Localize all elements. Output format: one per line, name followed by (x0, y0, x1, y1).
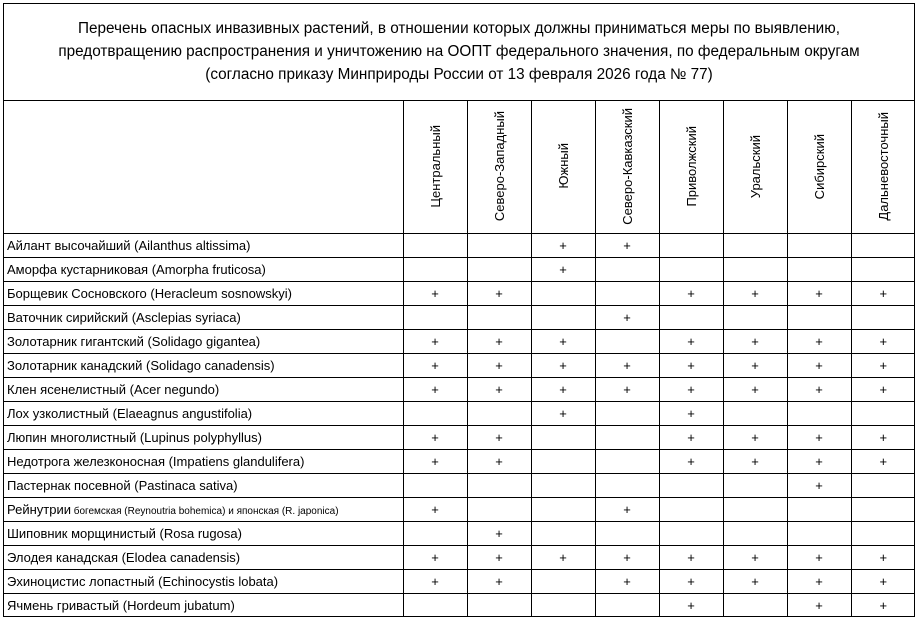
presence-mark-cell (531, 497, 595, 521)
presence-mark-cell: + (723, 329, 787, 353)
presence-mark-cell (531, 281, 595, 305)
presence-mark-cell (851, 233, 915, 257)
presence-mark-cell: + (403, 281, 467, 305)
presence-mark-cell: + (787, 353, 851, 377)
plant-name-cell: Элодея канадская (Elodea canadensis) (3, 545, 403, 569)
presence-mark-cell: + (851, 593, 915, 617)
plant-name-detail: богемская (Reynoutria bohemica) и японская (R. japonica) (70, 505, 339, 517)
presence-mark-cell: + (595, 569, 659, 593)
table-row (3, 569, 915, 593)
plant-name-cell: Пастернак посевной (Pastinaca sativa) (3, 473, 403, 497)
presence-mark-cell: + (851, 353, 915, 377)
presence-mark-cell: + (723, 353, 787, 377)
presence-mark-cell: + (787, 425, 851, 449)
presence-mark-cell: + (403, 545, 467, 569)
presence-mark-cell: + (403, 497, 467, 521)
plant-name-cell: Недотрога железконосная (Impatiens glandulifera) (3, 449, 403, 473)
presence-mark-cell: + (659, 401, 723, 425)
presence-mark-cell: + (851, 377, 915, 401)
presence-mark-cell: + (723, 281, 787, 305)
presence-mark-cell: + (531, 353, 595, 377)
presence-mark-cell: + (467, 569, 531, 593)
presence-mark-cell (531, 473, 595, 497)
presence-mark-cell: + (467, 377, 531, 401)
table-row (3, 329, 915, 353)
presence-mark-cell (467, 497, 531, 521)
column-header (851, 100, 915, 233)
plant-name-cell: Клен ясенелистный (Acer negundo) (3, 377, 403, 401)
presence-mark-cell (595, 473, 659, 497)
presence-mark-cell (723, 305, 787, 329)
presence-mark-cell (403, 521, 467, 545)
column-header (595, 100, 659, 233)
table-row (3, 257, 915, 281)
header-row (3, 100, 915, 233)
presence-mark-cell (595, 281, 659, 305)
presence-mark-cell (723, 473, 787, 497)
presence-mark-cell (531, 593, 595, 617)
presence-mark-cell: + (723, 545, 787, 569)
presence-mark-cell (723, 401, 787, 425)
presence-mark-cell: + (467, 425, 531, 449)
presence-mark-cell: + (403, 449, 467, 473)
presence-mark-cell: + (531, 257, 595, 281)
presence-mark-cell: + (659, 329, 723, 353)
region-label: Сибирский (811, 133, 827, 199)
presence-mark-cell (787, 257, 851, 281)
presence-mark-cell (467, 305, 531, 329)
presence-mark-cell (787, 497, 851, 521)
presence-mark-cell (787, 305, 851, 329)
presence-mark-cell (531, 449, 595, 473)
presence-mark-cell: + (467, 353, 531, 377)
table-row (3, 449, 915, 473)
plant-name-cell: Эхиноцистис лопастный (Echinocystis lobata) (3, 569, 403, 593)
presence-mark-cell (659, 305, 723, 329)
presence-mark-cell (595, 593, 659, 617)
column-header (403, 100, 467, 233)
presence-mark-cell (403, 305, 467, 329)
region-label: Южный (555, 143, 571, 190)
region-label: Дальневосточный (875, 111, 891, 221)
presence-mark-cell (659, 257, 723, 281)
table-row (3, 545, 915, 569)
presence-mark-cell (403, 257, 467, 281)
table-row (3, 305, 915, 329)
presence-mark-cell: + (531, 233, 595, 257)
region-label: Уральский (747, 134, 763, 198)
presence-mark-cell (787, 233, 851, 257)
presence-mark-cell (467, 401, 531, 425)
presence-mark-cell: + (659, 449, 723, 473)
presence-mark-cell (659, 521, 723, 545)
presence-mark-cell: + (851, 449, 915, 473)
title-line-1: Перечень опасных инвазивных растений, в отношении которых должны приниматься меры по выявлению, (78, 20, 840, 37)
presence-mark-cell: + (403, 377, 467, 401)
presence-mark-cell (595, 257, 659, 281)
table-row (3, 353, 915, 377)
presence-mark-cell: + (595, 233, 659, 257)
plant-name-cell: Золотарник канадский (Solidago canadensis) (3, 353, 403, 377)
presence-mark-cell: + (851, 281, 915, 305)
presence-mark-cell: + (851, 329, 915, 353)
plant-name-cell: Айлант высочайший (Ailanthus altissima) (3, 233, 403, 257)
presence-mark-cell: + (595, 305, 659, 329)
presence-mark-cell: + (787, 473, 851, 497)
title-line-2: предотвращению распространения и уничтожению на ООПТ федерального значения, по федеральным округам (58, 43, 860, 60)
presence-mark-cell (467, 233, 531, 257)
presence-mark-cell (403, 473, 467, 497)
presence-mark-cell: + (595, 545, 659, 569)
presence-mark-cell: + (403, 353, 467, 377)
region-label: Центральный (427, 124, 443, 208)
presence-mark-cell: + (595, 353, 659, 377)
plant-name-cell: Люпин многолистный (Lupinus polyphyllus) (3, 425, 403, 449)
presence-mark-cell (595, 401, 659, 425)
table-row (3, 377, 915, 401)
presence-mark-cell: + (659, 281, 723, 305)
presence-mark-cell (851, 473, 915, 497)
table-row (3, 233, 915, 257)
region-label: Северо-Кавказский (619, 107, 635, 225)
presence-mark-cell (595, 425, 659, 449)
presence-mark-cell (467, 473, 531, 497)
table-row (3, 401, 915, 425)
plant-name-cell: Шиповник морщинистый (Rosa rugosa) (3, 521, 403, 545)
column-header (467, 100, 531, 233)
presence-mark-cell: + (659, 593, 723, 617)
presence-mark-cell (723, 497, 787, 521)
presence-mark-cell: + (787, 281, 851, 305)
presence-mark-cell: + (403, 425, 467, 449)
presence-mark-cell: + (851, 425, 915, 449)
presence-mark-cell: + (467, 545, 531, 569)
invasive-plants-table (3, 100, 915, 617)
header-corner-cell (3, 100, 403, 233)
presence-mark-cell (851, 521, 915, 545)
presence-mark-cell: + (723, 569, 787, 593)
presence-mark-cell: + (659, 377, 723, 401)
presence-mark-cell (787, 521, 851, 545)
presence-mark-cell: + (787, 329, 851, 353)
presence-mark-cell: + (787, 545, 851, 569)
title-line-3: (согласно приказу Минприроды России от 13 февраля 2026 года № 77) (205, 66, 713, 83)
presence-mark-cell: + (531, 401, 595, 425)
presence-mark-cell (403, 593, 467, 617)
presence-mark-cell (595, 521, 659, 545)
table-row (3, 473, 915, 497)
plant-name-cell: Золотарник гигантский (Solidago gigantea) (3, 329, 403, 353)
presence-mark-cell: + (403, 569, 467, 593)
plant-name-cell: Аморфа кустарниковая (Amorpha fruticosa) (3, 257, 403, 281)
plant-name-cell: Борщевик Сосновского (Heracleum sosnowskyi) (3, 281, 403, 305)
presence-mark-cell: + (723, 377, 787, 401)
presence-mark-cell: + (723, 449, 787, 473)
presence-mark-cell (403, 401, 467, 425)
presence-mark-cell: + (659, 545, 723, 569)
table-row (3, 425, 915, 449)
table-row (3, 281, 915, 305)
presence-mark-cell: + (659, 353, 723, 377)
presence-mark-cell: + (531, 329, 595, 353)
presence-mark-cell: + (787, 377, 851, 401)
presence-mark-cell: + (403, 329, 467, 353)
presence-mark-cell (723, 593, 787, 617)
presence-mark-cell (531, 521, 595, 545)
presence-mark-cell (595, 329, 659, 353)
presence-mark-cell (467, 593, 531, 617)
presence-mark-cell: + (851, 545, 915, 569)
presence-mark-cell: + (787, 569, 851, 593)
region-label: Северо-Западный (491, 111, 507, 222)
presence-mark-cell (531, 305, 595, 329)
presence-mark-cell: + (659, 569, 723, 593)
presence-mark-cell: + (467, 329, 531, 353)
presence-mark-cell: + (595, 497, 659, 521)
presence-mark-cell: + (787, 593, 851, 617)
presence-mark-cell (851, 401, 915, 425)
presence-mark-cell (659, 233, 723, 257)
plant-name-cell (3, 497, 403, 521)
column-header (723, 100, 787, 233)
presence-mark-cell: + (467, 281, 531, 305)
presence-mark-cell (723, 233, 787, 257)
presence-mark-cell: + (531, 545, 595, 569)
presence-mark-cell (787, 401, 851, 425)
table-row (3, 593, 915, 617)
presence-mark-cell (723, 257, 787, 281)
column-header (659, 100, 723, 233)
presence-mark-cell: + (659, 425, 723, 449)
presence-mark-cell: + (851, 569, 915, 593)
presence-mark-cell (723, 521, 787, 545)
presence-mark-cell: + (467, 449, 531, 473)
presence-mark-cell: + (595, 377, 659, 401)
presence-mark-cell (851, 497, 915, 521)
presence-mark-cell (851, 305, 915, 329)
presence-mark-cell: + (723, 425, 787, 449)
column-header (531, 100, 595, 233)
plant-name-main: Рейнутрии (7, 501, 71, 517)
column-header (787, 100, 851, 233)
plant-name-cell: Лох узколистный (Elaeagnus angustifolia) (3, 401, 403, 425)
plant-name-cell: Ячмень гривастый (Hordeum jubatum) (3, 593, 403, 617)
presence-mark-cell (659, 473, 723, 497)
presence-mark-cell (595, 449, 659, 473)
presence-mark-cell (851, 257, 915, 281)
presence-mark-cell (531, 569, 595, 593)
presence-mark-cell (403, 233, 467, 257)
presence-mark-cell (467, 257, 531, 281)
table-row (3, 521, 915, 545)
document-title (3, 3, 915, 101)
region-label: Приволжский (683, 125, 699, 207)
presence-mark-cell: + (531, 377, 595, 401)
presence-mark-cell: + (787, 449, 851, 473)
presence-mark-cell: + (467, 521, 531, 545)
plant-name-cell: Ваточник сирийский (Asclepias syriaca) (3, 305, 403, 329)
presence-mark-cell (531, 425, 595, 449)
presence-mark-cell (659, 497, 723, 521)
table-row (3, 497, 915, 521)
